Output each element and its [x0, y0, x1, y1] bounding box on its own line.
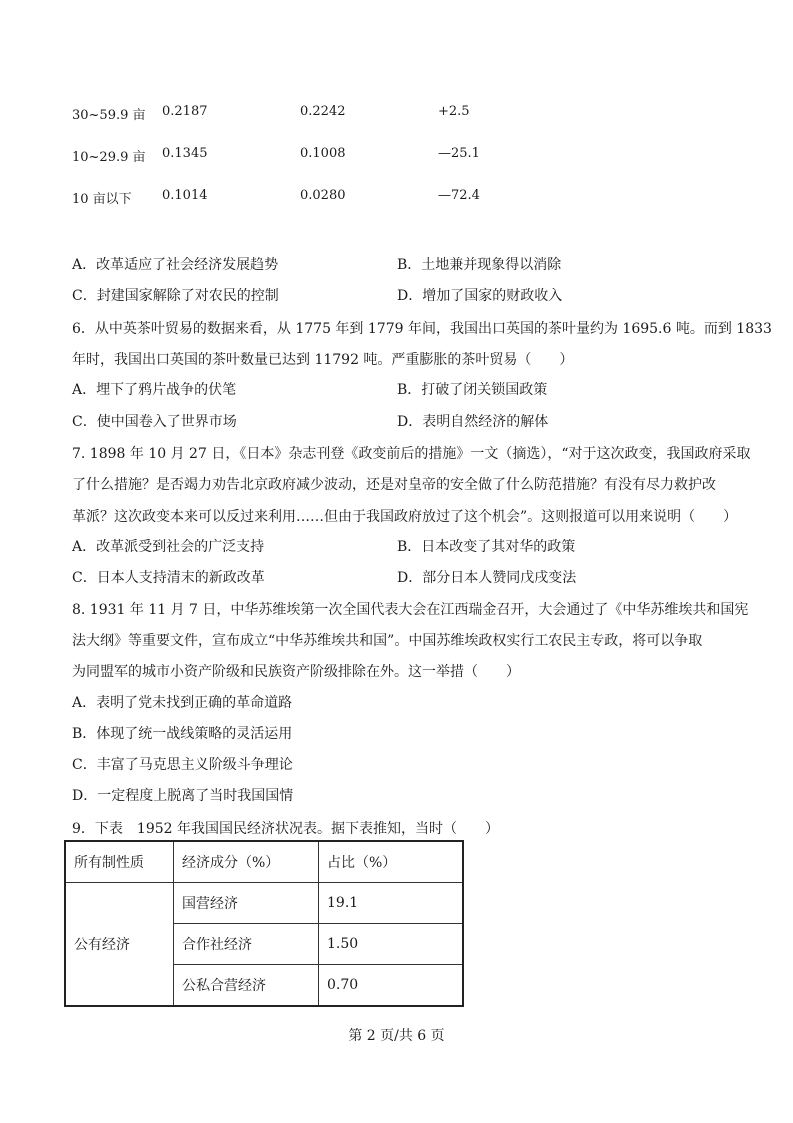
value-after: 0.1008: [300, 146, 346, 161]
q7-option-b[interactable]: B．日本改变了其对华的政策: [397, 539, 576, 555]
value-before: 0.1014: [162, 188, 208, 203]
q6-option-d[interactable]: D．表明自然经济的解体: [397, 414, 549, 430]
q7-option-c[interactable]: C．日本人支持清末的新政改革: [72, 570, 265, 586]
q8-stem-line: 法大纲》等重要文件，宣布成立“中华苏维埃共和国”。中国苏维埃政权实行工农民主专政，将可以争取: [72, 633, 703, 649]
q8-option-d[interactable]: D．一定程度上脱离了当时我国国情: [72, 788, 294, 804]
q7-stem-line: 了什么措施？是否竭力劝告北京政府减少波动，还是对皇帝的安全做了什么防范措施？有没有尽力救护改: [72, 477, 716, 493]
component-cell: 公私合营经济: [174, 965, 319, 1007]
q8-stem-line: 8. 1931 年 11 月 7 日，中华苏维埃第一次全国代表大会在江西瑞金召开，大会通过了《中华苏维埃共和国宪: [72, 602, 749, 618]
economy-table: [64, 840, 464, 1007]
q6-stem-line: 6．从中英茶叶贸易的数据来看，从 1775 年到 1779 年间，我国出口英国的茶叶量约为 1695.6 吨。而到 1833: [72, 321, 772, 337]
value-before: 0.2187: [162, 104, 208, 119]
value-after: 0.0280: [300, 188, 346, 203]
table-row: [65, 883, 463, 924]
land-size: 10~29.9 亩: [72, 150, 146, 165]
component-cell: 合作社经济: [174, 924, 319, 965]
q5-option-d[interactable]: D．增加了国家的财政收入: [397, 288, 563, 304]
q5-option-a[interactable]: A．改革适应了社会经济发展趋势: [72, 257, 279, 273]
q9-stem: 9．下表 1952 年我国国民经济状况表。据下表推知，当时（ ）: [72, 821, 499, 837]
q6-option-a[interactable]: A．埋下了鸦片战争的伏笔: [72, 382, 237, 398]
value-after: 0.2242: [300, 104, 346, 119]
q8-option-b[interactable]: B．体现了统一战线策略的灵活运用: [72, 726, 293, 742]
share-cell: 1.50: [319, 924, 464, 965]
land-size: 30~59.9 亩: [72, 108, 146, 123]
page-footer: 第 2 页/共 6 页: [348, 1028, 445, 1044]
component-cell: 国营经济: [174, 883, 319, 924]
value-change: —25.1: [438, 146, 480, 161]
header-ownership: 所有制性质: [65, 841, 174, 883]
group-public: 公有经济: [65, 883, 174, 1007]
value-change: —72.4: [438, 188, 480, 203]
q5-option-b[interactable]: B．土地兼并现象得以消除: [397, 257, 562, 273]
q7-stem-line: 7. 1898 年 10 月 27 日，《日本》杂志刊登《政变前后的措施》一文（摘选），“对于这次政变，我国政府采取: [72, 446, 751, 462]
header-component: 经济成分（%）: [174, 841, 319, 883]
q6-option-c[interactable]: C．使中国卷入了世界市场: [72, 414, 237, 430]
q8-stem-line: 为同盟军的城市小资产阶级和民族资产阶级排除在外。这一举措（ ）: [72, 664, 520, 680]
table-header-row: [65, 841, 463, 883]
q7-stem-line: 革派？这次政变本来可以反过来利用……但由于我国政府放过了这个机会”。这则报道可以用来说明（ ）: [72, 509, 738, 525]
share-cell: 0.70: [319, 965, 464, 1007]
header-share: 占比（%）: [319, 841, 464, 883]
value-before: 0.1345: [162, 146, 208, 161]
q6-stem-line: 年时，我国出口英国的茶叶数量已达到 11792 吨。严重膨胀的茶叶贸易（ ）: [72, 352, 574, 368]
q6-option-b[interactable]: B．打破了闭关锁国政策: [397, 382, 548, 398]
q8-option-c[interactable]: C．丰富了马克思主义阶级斗争理论: [72, 757, 293, 773]
land-size: 10 亩以下: [72, 192, 132, 207]
share-cell: 19.1: [319, 883, 464, 924]
q5-option-c[interactable]: C．封建国家解除了对农民的控制: [72, 288, 279, 304]
q8-option-a[interactable]: A．表明了党未找到正确的革命道路: [72, 695, 293, 711]
q7-option-d[interactable]: D．部分日本人赞同戊戌变法: [397, 570, 577, 586]
q7-option-a[interactable]: A．改革派受到社会的广泛支持: [72, 539, 265, 555]
value-change: +2.5: [438, 104, 470, 119]
